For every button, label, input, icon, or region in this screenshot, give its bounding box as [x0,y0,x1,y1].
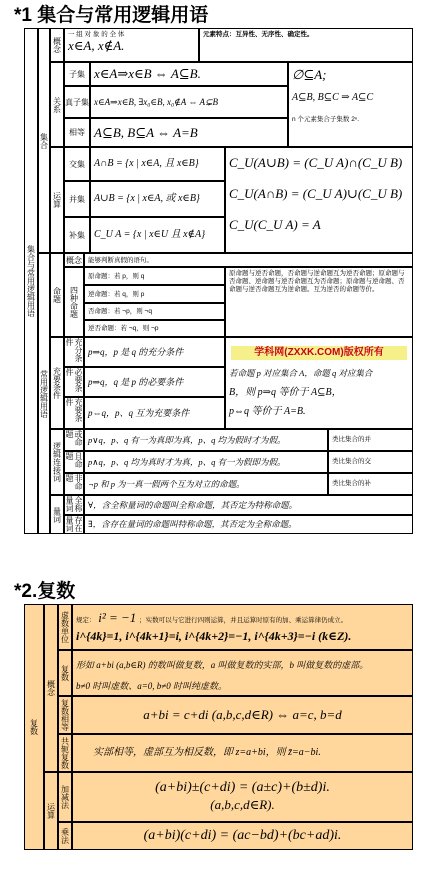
logic-label: 常用逻辑用语 [38,253,50,534]
neg-prop: 否命题：若 ¬p，则 ¬q [84,303,225,320]
equal-formula: A⊆B, B⊆A ⇔ A=B [90,118,288,147]
proper-label: 真子集 [64,86,90,118]
subset-formula: x∈A⇒x∈B ⇔ A⊆B. [90,62,288,86]
set-view2: B，则 p⇒q 等价于 A⊆B， [229,387,342,398]
unit-label: 虚数单位 [58,604,72,650]
orig-prop: 原命题：若 p，则 q [84,267,225,285]
suff-formula: p⇒q，p 是 q 的充分条件 [84,337,225,367]
cequal-formula: a+bi = c+di (a,b,c,d∈R) ⇔ a=c, b=d [72,696,413,734]
add-label: 加减法 [58,772,72,822]
exist-label: 存在量词 [65,516,83,532]
and-label: 且命题 [64,451,84,473]
complex-line2: b≠0 时叫虚数、a=0, b≠0 时叫纯虚数。 [76,681,227,691]
not-note: 类比集合的补 [328,473,413,495]
set-view1: 若命题 p 对应集合 A，命题 q 对应集合 [229,368,373,378]
set-label: 集合 [38,28,50,253]
complex-concept-label: 概念 [44,604,58,772]
demorgan1: C_U(A∪B) = (C_U A)∩(C_U B) [229,155,403,170]
relation-notes [288,62,413,147]
cond-label: 充要条件 [50,337,64,429]
prop-concept: 能够判断真假的语句。 [84,253,413,267]
or-formula: p∨q，p、q 有一为真即为真，p、q 均为假时才为假。 [84,429,328,451]
concept-def: 一 组 对 象 的 全 体 [68,31,125,38]
empty-formula: ∅⊆A; [292,67,327,82]
add-cell [72,772,413,822]
complex-line1: 形如 a+bi (a,b∈R) 的数叫做复数，a 叫做复数的实部，b 叫做复数的虚部。 [76,660,369,670]
suff-label: 充分条件 [64,337,84,367]
demorgan-cell [225,147,413,253]
unit-line1-text: 规定： [76,617,96,624]
equal-label: 相等 [64,118,90,147]
inter-label: 交集 [64,147,90,181]
unit-line1-rest: ；实数可以与它进行四则运算，并且运算时原有的加、乘运算律仍成立。 [139,617,348,624]
conn-label: 逻辑连接词 [50,429,64,495]
complex-cell [72,650,413,696]
add-formula2: (a,b,c,d∈R). [210,797,275,812]
not-label: 非命题 [64,473,84,495]
concept-label: 概念 [50,28,64,62]
and-formula: p∧q，p、q 均为真时才为真，p、q 有一为假即为假。 [84,451,328,473]
complex-ops-label: 运算 [44,772,58,850]
mul-formula: (a+bi)(c+di) = (ac−bd)+(bc+ad)i. [72,822,413,850]
subset-count: n 个元素集合子集数 2ⁿ. [292,116,360,123]
contra-prop: 逆否命题：若 ¬q，则 ¬p [84,320,225,337]
ops-label: 运算 [50,147,64,253]
proper-formula: x∈A⇒x∈B, ∃x₀∈B, x₀∉A ⇔ A⊊B [90,86,288,118]
unit-line1 [76,611,409,626]
quant-label: 量词 [50,495,64,534]
iff-formula: p⇔q，p、q 互为充要条件 [84,397,225,429]
section2-title: *2.复数 [14,581,76,602]
comp-label: 补集 [64,217,90,253]
conv-prop: 逆命题：若 q，则 p [84,285,225,303]
complex-label: 复数 [58,650,72,696]
univ-formula: ∀，含全称量词的命题叫全称命题，其否定为特称命题。 [84,495,413,515]
concept-formula: x∈A, x∉A. [68,38,125,53]
nec-label: 必要条件 [64,367,84,397]
watermark: 学科网(ZXXK.COM)版权所有 [231,346,407,360]
union-formula: A∪B = {x | x∈A, 或 x∈B} [90,181,225,217]
or-note: 类比集合的并 [328,429,413,451]
not-formula: ¬p 和 p 为一真一假两个互为对立的命题。 [84,473,328,495]
proposition-label: 命题 [50,253,64,337]
demorgan2: C_U(A∩B) = (C_U A)∪(C_U B) [229,186,403,201]
outer-label: 集合与常用逻辑用语 [24,28,38,534]
section1-title: *1 集合与常用逻辑用语 [14,5,209,26]
relation-label: 关系 [50,62,64,147]
mul-label: 乘法 [58,822,72,850]
and-note: 类比集合的交 [328,451,413,473]
four-label: 四种命题 [64,267,84,337]
inter-formula: A∩B = {x | x∈A, 且 x∈B} [90,147,225,181]
unit-cell [72,604,413,650]
unit-line2: i^{4k}=1, i^{4k+1}=i, i^{4k+2}=−1, i^{4k+3}=−i (k∈Z). [76,629,352,643]
cequal-label: 复数相等 [58,696,72,734]
conj-formula: 实部相等，虚部互为相反数，即 z=a+bi，则 z̄=a−bi. [72,734,413,772]
four-note: 原命题与逆否命题，否命题与逆命题互为逆否命题；原命题与否命题、逆命题与逆否命题互为否命题；原命题与逆命题、否命题与逆否命题互为逆命题。互为逆否的命题等价。 [225,267,413,337]
union-label: 并集 [64,181,90,217]
add-formula1: (a+bi)±(c+di) = (a±c)+(b±d)i. [155,780,330,795]
comp-formula: C_U A = {x | x∈U 且 x∉A} [90,217,225,253]
prop-concept-label: 概念 [64,253,84,267]
univ-label: 全称量词 [64,495,84,515]
set-view3: p⇔q 等价于 A=B. [229,406,306,417]
subset-label: 子集 [64,62,90,86]
transitive-formula: A⊆B, B⊆C ⇒ A⊆C [292,92,374,103]
conj-label: 共轭复数 [58,734,72,772]
or-label: 或命题 [64,429,84,451]
element-props: 元素特点：互异性、无序性、确定性。 [199,28,413,62]
concept-cell [64,28,199,62]
exist-formula: ∃，含存在量词的命题叫特称命题，其否定为全称命题。 [84,515,413,534]
nec-formula: p⇒q，q 是 p 的必要条件 [84,367,225,397]
complex-outer-label: 复数 [24,604,44,850]
double-comp: C_U(C_U A) = A [229,217,321,232]
iff-label: 充要条件 [64,397,84,429]
unit-line1-formula: i² = −1 [98,610,137,625]
